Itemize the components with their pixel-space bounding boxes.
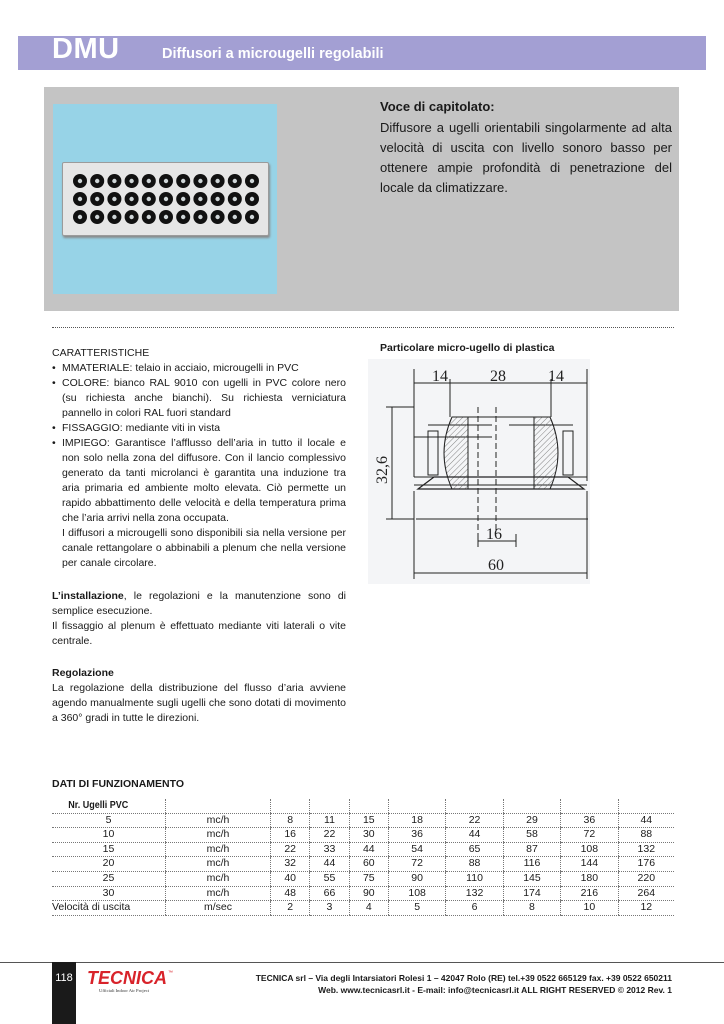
installazione-text-2: Il fissaggio al plenum è effettuato mediante viti laterali o vite centrale. bbox=[52, 620, 346, 647]
section-divider bbox=[52, 327, 674, 328]
table-cell: 36 bbox=[388, 828, 445, 843]
nozzle-center bbox=[95, 179, 99, 183]
table-cell: 30 bbox=[349, 828, 388, 843]
nozzle-center bbox=[250, 179, 254, 183]
row-unit: mc/h bbox=[166, 886, 271, 901]
product-subtitle: Diffusori a microugelli regolabili bbox=[162, 46, 384, 62]
nozzle-center bbox=[198, 179, 202, 183]
table-cell: 6 bbox=[446, 901, 503, 916]
table-header-cell bbox=[446, 799, 503, 813]
nozzle-center bbox=[147, 215, 151, 219]
table-cell: 116 bbox=[503, 857, 560, 872]
dim-label-top-left: 14 bbox=[432, 368, 448, 385]
table-header-cell bbox=[618, 799, 674, 813]
list-item: • IMPIEGO: Garantisce l’afflusso dell’aria in tutto il locale e non solo nella zona del diffusore. Con il lancio complessivo generato da tanti microlanci è garantita una induzione tra aria primaria ed ambiente molto elevata. Ciò permette un rapido abbattimento delle velocità e della temperatura prima che l’aria arrivi nella zona occupata. bbox=[52, 436, 346, 526]
table-cell: 22 bbox=[446, 813, 503, 828]
nozzle-center bbox=[112, 179, 116, 183]
nozzle-center bbox=[78, 179, 82, 183]
table-cell: 44 bbox=[618, 813, 674, 828]
voce-text: Diffusore a ugelli orientabili singolarmente ad alta velocità di uscita con livello sonoro basso per ottenere ampie profondità di penetrazione del locale da climatizzare. bbox=[380, 120, 672, 195]
row-label: 10 bbox=[52, 828, 166, 843]
nozzle-center bbox=[181, 197, 185, 201]
table-cell: 216 bbox=[561, 886, 618, 901]
table-row bbox=[52, 871, 674, 886]
product-code: DMU bbox=[52, 33, 120, 65]
nozzle-center bbox=[95, 197, 99, 201]
dati-table bbox=[52, 799, 674, 916]
table-header-cell bbox=[561, 799, 618, 813]
nozzle-center bbox=[147, 179, 151, 183]
nozzle-center bbox=[198, 215, 202, 219]
table-cell: 87 bbox=[503, 842, 560, 857]
tecnica-logo bbox=[84, 966, 176, 994]
footer-contacts: Web. www.tecnicasrl.it - E-mail: info@tecnicasrl.it ALL RIGHT RESERVED © 2012 Rev. 1 bbox=[318, 985, 672, 995]
table-header-cell bbox=[271, 799, 310, 813]
logo-tm: ™ bbox=[168, 970, 173, 976]
table-cell: 22 bbox=[271, 842, 310, 857]
table-header-cell bbox=[310, 799, 349, 813]
dim-label-top-mid: 28 bbox=[490, 368, 506, 385]
row-unit: mc/h bbox=[166, 871, 271, 886]
nozzle-center bbox=[78, 197, 82, 201]
table-cell: 8 bbox=[271, 813, 310, 828]
row-label: 15 bbox=[52, 842, 166, 857]
nozzle-center bbox=[129, 215, 133, 219]
table-cell: 72 bbox=[561, 828, 618, 843]
nozzle-center bbox=[78, 215, 82, 219]
installazione-paragraph bbox=[52, 589, 346, 649]
table-header-label: Nr. Ugelli PVC bbox=[52, 799, 154, 813]
logo-text: TECNICA bbox=[87, 968, 167, 988]
nozzle-center bbox=[164, 179, 168, 183]
footer-address: TECNICA srl – Via degli Intarsiatori Rolesi 1 – 42047 Rolo (RE) tel.+39 0522 665129 fax. +39 0522 650211 bbox=[255, 973, 672, 983]
regolazione-text: La regolazione della distribuzione del flusso d’aria avviene agendo manualmente sugli ugelli che sono dotati di movimento a 360° gradi in tutte le direzioni. bbox=[52, 682, 346, 724]
table-cell: 58 bbox=[503, 828, 560, 843]
table-cell: 5 bbox=[388, 901, 445, 916]
table-row bbox=[52, 886, 674, 901]
dim-label-top-right: 14 bbox=[548, 368, 564, 385]
nozzle-drawing bbox=[368, 359, 590, 584]
nozzle-drawing-svg bbox=[368, 359, 590, 584]
table-cell: 132 bbox=[446, 886, 503, 901]
diffuser-illustration bbox=[62, 162, 269, 236]
row-unit: mc/h bbox=[166, 842, 271, 857]
table-cell: 15 bbox=[349, 813, 388, 828]
voce-title: Voce di capitolato: bbox=[380, 99, 495, 114]
nozzle-center bbox=[215, 179, 219, 183]
table-cell: 40 bbox=[271, 871, 310, 886]
table-header-cell bbox=[349, 799, 388, 813]
table-cell: 75 bbox=[349, 871, 388, 886]
table-cell: 32 bbox=[271, 857, 310, 872]
table-cell: 18 bbox=[388, 813, 445, 828]
table-header-cell bbox=[166, 799, 271, 813]
nozzle-center bbox=[164, 197, 168, 201]
nozzle-center bbox=[181, 179, 185, 183]
table-cell: 44 bbox=[310, 857, 349, 872]
nozzle-center bbox=[198, 197, 202, 201]
table-cell: 88 bbox=[618, 828, 674, 843]
nozzle-center bbox=[129, 179, 133, 183]
drawing-title: Particolare micro-ugello di plastica bbox=[380, 342, 555, 354]
table-cell: 108 bbox=[561, 842, 618, 857]
table-cell: 11 bbox=[310, 813, 349, 828]
table-cell: 264 bbox=[618, 886, 674, 901]
row-unit: mc/h bbox=[166, 813, 271, 828]
table-cell: 44 bbox=[446, 828, 503, 843]
table-row bbox=[52, 857, 674, 872]
row-label: Velocità di uscita bbox=[52, 901, 166, 916]
nozzle-center bbox=[250, 215, 254, 219]
nozzle-center bbox=[233, 197, 237, 201]
table-cell: 33 bbox=[310, 842, 349, 857]
nozzle-center bbox=[95, 215, 99, 219]
table-cell: 60 bbox=[349, 857, 388, 872]
nozzle-center bbox=[112, 215, 116, 219]
table-header-cell bbox=[503, 799, 560, 813]
table-cell: 220 bbox=[618, 871, 674, 886]
row-unit: mc/h bbox=[166, 857, 271, 872]
table-cell: 65 bbox=[446, 842, 503, 857]
dim-label-inner: 16 bbox=[486, 526, 502, 543]
nozzle-center bbox=[215, 197, 219, 201]
list-continuation: I diffusori a microugelli sono disponibili sia nella versione per canale rettangolare o abbinabili a plenum che nella versione per canale circolare. bbox=[62, 527, 346, 569]
table-row bbox=[52, 842, 674, 857]
table-cell: 2 bbox=[271, 901, 310, 916]
caratteristiche-list bbox=[52, 361, 346, 571]
table-cell: 180 bbox=[561, 871, 618, 886]
table-cell: 176 bbox=[618, 857, 674, 872]
table-cell: 8 bbox=[503, 901, 560, 916]
table-header-cell bbox=[388, 799, 445, 813]
row-label: 30 bbox=[52, 886, 166, 901]
table-cell: 88 bbox=[446, 857, 503, 872]
table-cell: 48 bbox=[271, 886, 310, 901]
regolazione-title: Regolazione bbox=[52, 667, 114, 679]
row-unit: mc/h bbox=[166, 828, 271, 843]
table-cell: 4 bbox=[349, 901, 388, 916]
table-cell: 54 bbox=[388, 842, 445, 857]
nozzle-center bbox=[215, 215, 219, 219]
list-item: • COLORE: bianco RAL 9010 con ugelli in PVC colore nero (su richiesta anche bianchi). Su richiesta verniciatura pannello in colori RAL fuori standard bbox=[52, 376, 346, 421]
table-cell: 10 bbox=[561, 901, 618, 916]
dim-label-height: 32,6 bbox=[374, 456, 391, 484]
nozzle-center bbox=[233, 179, 237, 183]
nozzle-center bbox=[181, 215, 185, 219]
dim-label-total: 60 bbox=[488, 557, 504, 574]
table-cell: 144 bbox=[561, 857, 618, 872]
row-unit: m/sec bbox=[166, 901, 271, 916]
table-cell: 12 bbox=[618, 901, 674, 916]
nozzle-center bbox=[164, 215, 168, 219]
table-cell: 16 bbox=[271, 828, 310, 843]
footer-rule bbox=[0, 962, 724, 963]
table-cell: 66 bbox=[310, 886, 349, 901]
row-label: 5 bbox=[52, 813, 166, 828]
nozzle-center bbox=[250, 197, 254, 201]
product-photo bbox=[53, 104, 277, 294]
nozzle-center bbox=[233, 215, 237, 219]
list-item: • FISSAGGIO: mediante viti in vista bbox=[52, 421, 346, 436]
nozzle-center bbox=[129, 197, 133, 201]
table-cell: 44 bbox=[349, 842, 388, 857]
dati-title: DATI DI FUNZIONAMENTO bbox=[52, 778, 185, 790]
table-cell: 72 bbox=[388, 857, 445, 872]
installazione-text: , le regolazioni e la manutenzione sono di semplice esecuzione. bbox=[52, 590, 346, 617]
caratteristiche-title: CARATTERISTICHE bbox=[52, 347, 150, 359]
table-row bbox=[52, 813, 674, 828]
table-cell: 108 bbox=[388, 886, 445, 901]
nozzle-center bbox=[147, 197, 151, 201]
page-number: 118 bbox=[55, 972, 73, 984]
row-label: 20 bbox=[52, 857, 166, 872]
table-header-row bbox=[52, 799, 674, 813]
table-cell: 29 bbox=[503, 813, 560, 828]
table-cell: 110 bbox=[446, 871, 503, 886]
table-cell: 55 bbox=[310, 871, 349, 886]
table-cell: 3 bbox=[310, 901, 349, 916]
row-label: 25 bbox=[52, 871, 166, 886]
nozzle-center bbox=[112, 197, 116, 201]
table-cell: 22 bbox=[310, 828, 349, 843]
table-cell: 90 bbox=[388, 871, 445, 886]
table-cell: 90 bbox=[349, 886, 388, 901]
logo-tagline: Ufficiali Indoor Air Project bbox=[99, 988, 150, 993]
table-cell: 174 bbox=[503, 886, 560, 901]
list-item: • MMATERIALE: telaio in acciaio, microugelli in PVC bbox=[52, 361, 346, 376]
table-row bbox=[52, 828, 674, 843]
installazione-lead: L’installazione bbox=[52, 590, 124, 602]
nozzle-grid bbox=[71, 171, 261, 227]
table-row bbox=[52, 901, 674, 916]
table-cell: 145 bbox=[503, 871, 560, 886]
table-cell: 132 bbox=[618, 842, 674, 857]
table-cell: 36 bbox=[561, 813, 618, 828]
